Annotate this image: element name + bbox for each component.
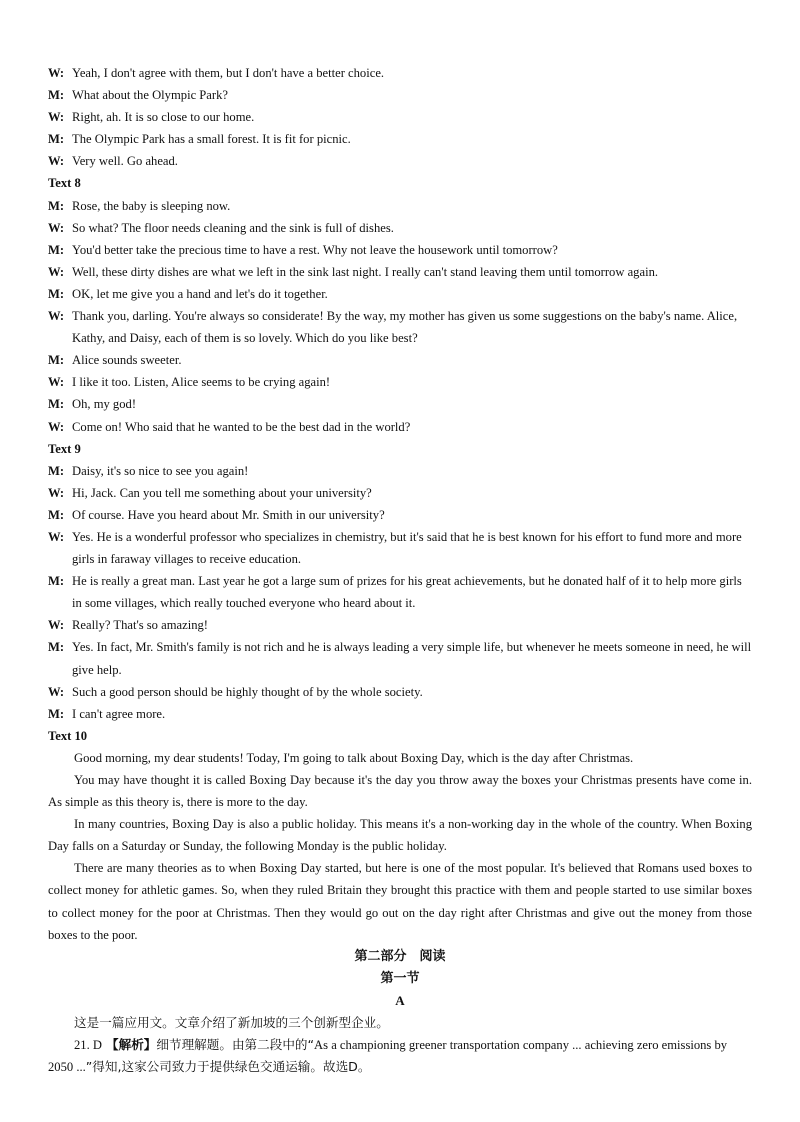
speaker-label: W: [48, 485, 65, 500]
text10-paragraph: You may have thought it is called Boxing Day because it's the day you throw away the boxes your Christmas presents have come in. As simple as this theory is, there is more to the day. [48, 773, 752, 810]
utterance-text: Come on! Who said that he wanted to be the best dad in the world? [72, 419, 411, 434]
dialogue-line [48, 614, 752, 636]
speaker-label: M: [48, 88, 65, 103]
text10-paragraph: Good morning, my dear students! Today, I'm going to talk about Boxing Day, which is the day after Christmas. [74, 750, 634, 765]
speaker-label: M: [48, 640, 65, 655]
dialogue-line [48, 526, 752, 570]
dialogue-line [48, 703, 752, 725]
speaker-label: M: [48, 242, 65, 257]
dialogue-line [48, 681, 752, 703]
dialogue-line [48, 195, 752, 217]
text10-paragraph: There are many theories as to when Boxing Day started, but here is one of the most popular. It's believed that Romans used boxes to collect money for athletic games. So, when they ruled Britain they brought this practice with them and people started to use similar boxes to collect money for the poor at Christmas. Then they would go out on the day right after Christmas and give out the money from those boxes to the poor. [48, 861, 752, 942]
utterance-text: OK, let me give you a hand and let's do it together. [72, 286, 328, 301]
speaker-label: W: [48, 419, 65, 434]
speaker-label: M: [48, 353, 65, 368]
speaker-label: M: [48, 574, 65, 589]
text9-dialogue [48, 460, 752, 725]
dialogue-line [48, 636, 752, 680]
text9-heading: Text 9 [48, 441, 81, 456]
analysis-tag: 【解析】 [106, 1037, 157, 1053]
speaker-label: W: [48, 529, 65, 544]
speaker-label: W: [48, 154, 65, 169]
dialogue-line [48, 460, 752, 482]
utterance-text: Well, these dirty dishes are what we left in the sink last night. I really can't stand leaving them until tomorrow again. [72, 264, 659, 279]
speaker-label: W: [48, 66, 65, 80]
speaker-label: W: [48, 110, 65, 125]
dialogue-line [48, 305, 752, 349]
utterance-text: Right, ah. It is so close to our home. [72, 110, 255, 125]
utterance-text: The Olympic Park has a small forest. It is fit for picnic. [72, 132, 351, 147]
explanation-suffix: ”得知,这家公司致力于提供绿色交通运输。故选D。 [85, 1059, 371, 1075]
question-21-explanation [48, 1034, 752, 1078]
dialogue-line [48, 128, 752, 150]
utterance-text: Such a good person should be highly thought of by the whole society. [72, 684, 423, 699]
text10-heading: Text 10 [48, 728, 88, 743]
dialogue-line [48, 62, 752, 84]
dialogue-line [48, 217, 752, 239]
dialogue-line [48, 84, 752, 106]
passage-label: A [395, 992, 405, 1008]
utterance-text: Yeah, I don't agree with them, but I don't have a better choice. [72, 66, 385, 80]
dialogue-line [48, 482, 752, 504]
explanation-quote: As a championing greener transportation company ... achieving zero emissions by 2050 ... [48, 1038, 728, 1075]
utterance-text: Alice sounds sweeter. [72, 353, 182, 368]
utterance-text: Hi, Jack. Can you tell me something about your university? [72, 485, 372, 500]
speaker-label: M: [48, 706, 65, 721]
utterance-text: Oh, my god! [72, 397, 137, 412]
speaker-label: W: [48, 220, 65, 235]
text10-monologue [48, 747, 752, 946]
dialogue-line [48, 261, 752, 283]
utterance-text: Yes. In fact, Mr. Smith's family is not rich and he is always leading a very simple life, but whenever he meets someone in need, he will give help. [72, 640, 752, 677]
section-title: 第一节 [380, 970, 420, 986]
speaker-label: M: [48, 463, 65, 478]
dialogue-line [48, 371, 752, 393]
utterance-text: Very well. Go ahead. [72, 154, 178, 169]
utterance-text: Yes. He is a wonderful professor who specializes in chemistry, but it's said that he is best known for his effort to fund more and more girls in faraway villages to receive education. [72, 529, 742, 567]
utterance-text: He is really a great man. Last year he got a large sum of prizes for his great achievements, but he donated half of it to help more girls in some villages, which really touched everyone who heard about it. [72, 574, 742, 611]
text10-paragraph: In many countries, Boxing Day is also a public holiday. This means it's a non-working day in the whole of the country. When Boxing Day falls on a Saturday or Sunday, the following Monday is the public holiday. [48, 817, 752, 854]
utterance-text: I can't agree more. [72, 706, 166, 721]
speaker-label: M: [48, 507, 65, 522]
dialogue-line [48, 393, 752, 415]
speaker-label: W: [48, 618, 65, 633]
utterance-text: Rose, the baby is sleeping now. [72, 198, 231, 213]
text8-heading: Text 8 [48, 176, 81, 191]
speaker-label: M: [48, 397, 65, 412]
dialogue-line [48, 239, 752, 261]
speaker-label: M: [48, 286, 65, 301]
dialogue-line [48, 150, 752, 172]
explanation-prefix: 细节理解题。由第二段中的“ [156, 1037, 315, 1053]
utterance-text: What about the Olympic Park? [72, 88, 228, 103]
text8-dialogue [48, 195, 752, 438]
utterance-text: You'd better take the precious time to have a rest. Why not leave the housework until tomorrow? [72, 242, 558, 257]
dialogue-line [48, 416, 752, 438]
speaker-label: W: [48, 264, 65, 279]
speaker-label: W: [48, 684, 65, 699]
passage-intro: 这是一篇应用文。文章介绍了新加坡的三个创新型企业。 [74, 1015, 389, 1031]
part2-title: 第二部分 阅读 [354, 948, 446, 964]
speaker-label: M: [48, 198, 65, 213]
speaker-label: W: [48, 309, 65, 324]
utterance-text: Daisy, it's so nice to see you again! [72, 463, 249, 478]
question-21-answer: 21. D [74, 1038, 102, 1053]
text7-dialogue [48, 62, 752, 172]
utterance-text: Really? That's so amazing! [72, 618, 208, 633]
dialogue-line [48, 570, 752, 614]
dialogue-line [48, 283, 752, 305]
speaker-label: M: [48, 132, 65, 147]
speaker-label: W: [48, 375, 65, 390]
utterance-text: So what? The floor needs cleaning and the sink is full of dishes. [72, 220, 394, 235]
dialogue-line [48, 349, 752, 371]
dialogue-line [48, 106, 752, 128]
dialogue-line [48, 504, 752, 526]
utterance-text: Of course. Have you heard about Mr. Smith in our university? [72, 507, 385, 522]
utterance-text: I like it too. Listen, Alice seems to be crying again! [72, 375, 331, 390]
utterance-text: Thank you, darling. You're always so considerate! By the way, my mother has given us some suggestions on the baby's name. Alice, Kathy, and Daisy, each of them is so lovely. Which do you like best? [72, 309, 738, 346]
